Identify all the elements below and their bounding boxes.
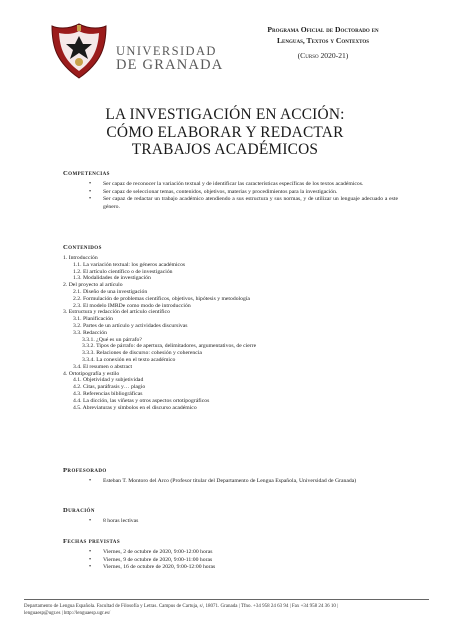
program-line1: Programa Oficial de Doctorado en (267, 25, 379, 34)
toc-item: 3.4. El resumen o abstract (73, 363, 133, 370)
toc-item: 1.3. Modalidades de investigación (73, 275, 151, 282)
toc-item: 4.1. Objetividad y subjetividad (73, 377, 144, 384)
toc-item: 3. Estructura y redacción del artículo científico (63, 309, 170, 316)
section-heading: Profesorado (63, 467, 107, 474)
list-item: • Ser capaz de redactar un trabajo académico atendiendo a sus estructura y sus normas, y de utilizar un lenguaje adecuado a este género. (89, 196, 398, 211)
program-year: (Curso 2020-21) (297, 51, 349, 60)
toc-item: 3.3.1. ¿Qué es un párrafo? (82, 336, 142, 343)
university-crest-icon (48, 22, 110, 82)
title-line3: TRABAJOS ACADÉMICOS (131, 141, 319, 158)
toc-item: 3.3. Redacción (73, 329, 107, 336)
toc-item: 4.2. Citas, paráfrasis y… plagio (73, 384, 146, 391)
section-fechas (63, 538, 398, 572)
toc-item: 2. Del proyecto al artículo (63, 282, 123, 289)
toc-item: 3.3.3. Relaciones de discurso: cohesión y coherencia (82, 350, 202, 357)
toc-item: 2.3. El modelo IMRDe como modo de introducción (73, 302, 191, 309)
toc-item: 1.2. El artículo científico o de investigación (73, 268, 173, 275)
toc-item: 4.5. Abreviaturas y símbolos en el discurso académico (73, 404, 197, 411)
section-heading: Contenidos (63, 244, 102, 251)
toc-item: 3.3.2. Tipos de párrafo: de apertura, delimitadores, argumentativos, de cierre (82, 343, 257, 350)
profesorado-list (89, 478, 398, 486)
university-name-line2: DE GRANADA (116, 57, 224, 73)
toc-item: 1.1. La variación textual: los géneros académicos (73, 261, 186, 268)
page-header (48, 20, 418, 86)
list-item: • Viernes, 9 de octubre de 2020, 9:00-11:00 horas (89, 557, 398, 565)
contenidos-list (63, 255, 398, 411)
footer-address: Departamento de Lengua Española. Facultad de Filosofía y Letras. Campus de Cartuja, s/, 18071. Granada | Tfno. +34 958 24 63 94 | Fax +34 958 24 36 10 | (24, 603, 339, 609)
toc-item: 3.3.4. La conexión en el texto académico (82, 356, 176, 363)
section-heading: Fechas previstas (63, 538, 120, 545)
duracion-list (89, 518, 398, 526)
section-profesorado (63, 467, 398, 486)
list-item: • Ser capaz de seleccionar temas, contenidos, objetivos, materias y procedimientos para la investigación. (89, 189, 398, 197)
list-item: • 8 horas lectivas (89, 518, 398, 526)
footer-contact: lenguaesp@ugr.es | http://lenguaesp.ugr.es/ (24, 610, 111, 616)
footer-rule (24, 599, 429, 600)
fechas-list (89, 549, 398, 572)
section-heading: Competencias (63, 170, 110, 177)
competencias-list (89, 181, 398, 211)
list-item: • Viernes, 2 de octubre de 2020, 9:00-12:00 horas (89, 549, 398, 557)
section-competencias (63, 170, 398, 211)
program-block (233, 25, 413, 62)
title-line1: LA INVESTIGACIÓN EN ACCIÓN: (105, 106, 345, 123)
toc-item: 4. Ortotipografía y estilo (63, 370, 120, 377)
list-item: • Viernes, 16 de octubre de 2020, 9:00-12:00 horas (89, 564, 398, 572)
toc-item: 3.2. Partes de un artículo y actividades discursivas (73, 322, 188, 329)
section-duracion (63, 507, 398, 526)
university-name (116, 44, 223, 72)
toc-item: 1. Introducción (63, 255, 98, 261)
title-line2: CÓMO ELABORAR Y REDACTAR (106, 123, 344, 141)
list-item: • Ser capaz de reconocer la variación textual y de identificar las características específicas de los textos académicos. (89, 181, 398, 189)
section-contenidos (63, 244, 398, 411)
toc-item: 4.3. Referencias bibliográficas (73, 390, 143, 397)
toc-item: 2.2. Formulación de problemas científicos, objetivos, hipótesis y metodología (73, 295, 250, 302)
section-heading: Duración (63, 507, 95, 514)
toc-item: 4.4. La dicción, las viñetas y otros aspectos ortotipográficos (73, 397, 210, 404)
list-item: • Esteban T. Montoro del Arco (Profesor titular del Departamento de Lengua Española, Universidad de Granada) (89, 478, 398, 486)
page-footer (24, 599, 429, 617)
toc-item: 3.1. Planificación (73, 316, 113, 323)
program-line2: Lenguas, Textos y Contextos (276, 35, 370, 45)
university-name-line1: UNIVERSIDAD (116, 44, 217, 58)
page-title (40, 106, 410, 159)
toc-item: 2.1. Diseño de una investigación (73, 288, 148, 295)
university-logo (48, 22, 238, 82)
